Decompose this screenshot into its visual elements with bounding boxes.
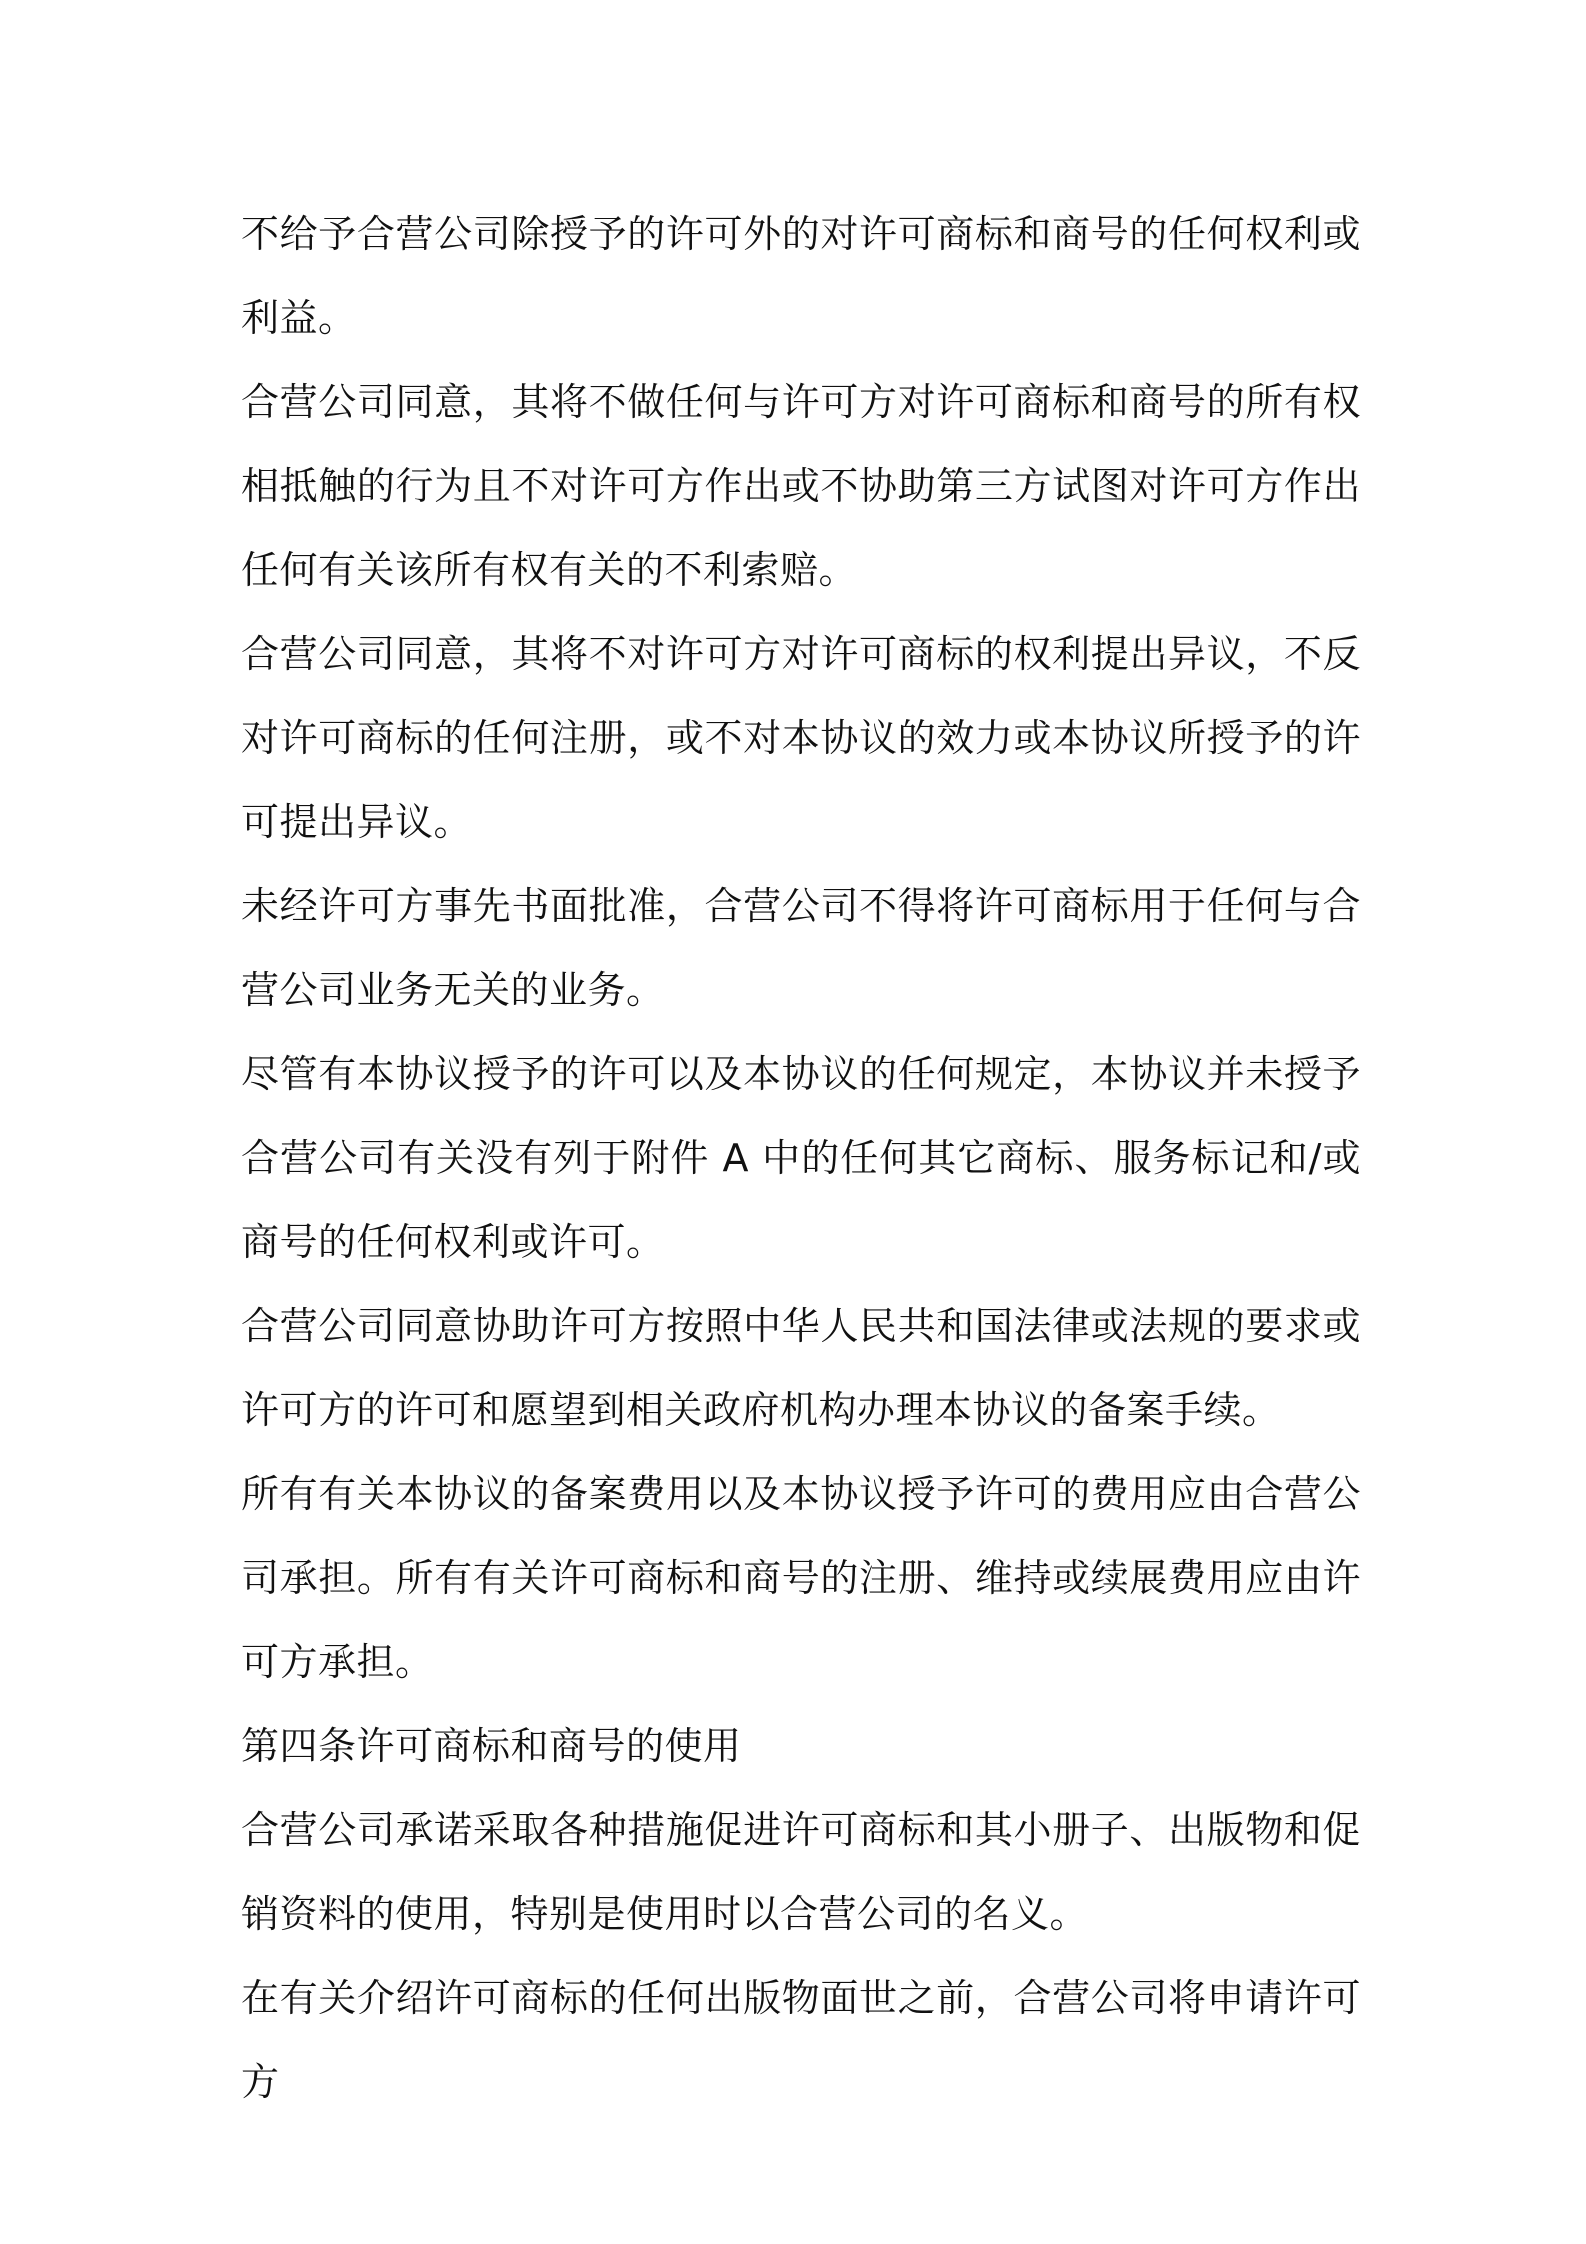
paragraph-publication-approval: 在有关介绍许可商标的任何出版物面世之前，合营公司将申请许可方 [241, 1976, 1361, 2104]
paragraph-ownership-consent: 合营公司同意，其将不做任何与许可方对许可商标和商号的所有权相抵触的行为且不对许可方作出或不协助第三方试图对许可方作出任何有关该所有权有关的不利索赔。 [241, 380, 1361, 592]
paragraph-filing-assistance: 合营公司同意协助许可方按照中华人民共和国法律或法规的要求或许可方的许可和愿望到相关政府机构办理本协议的备案手续。 [241, 1304, 1361, 1432]
paragraph-no-objection: 合营公司同意，其将不对许可方对许可商标的权利提出异议，不反对许可商标的任何注册，或不对本协议的效力或本协议所授予的许可提出异议。 [241, 632, 1361, 844]
paragraph-no-other-rights: 尽管有本协议授予的许可以及本协议的任何规定，本协议并未授予合营公司有关没有列于附件 A 中的任何其它商标、服务标记和/或商号的任何权利或许可。 [241, 1052, 1361, 1264]
paragraph-promotion: 合营公司承诺采取各种措施促进许可商标和其小册子、出版物和促销资料的使用，特别是使用时以合营公司的名义。 [241, 1808, 1361, 1936]
paragraph-grant-scope: 不给予合营公司除授予的许可外的对许可商标和商号的任何权利或利益。 [241, 212, 1361, 340]
section-heading-article-4: 第四条许可商标和商号的使用 [241, 1724, 742, 1768]
paragraph-fees: 所有有关本协议的备案费用以及本协议授予许可的费用应由合营公司承担。所有有关许可商标和商号的注册、维持或续展费用应由许可方承担。 [241, 1472, 1361, 1684]
paragraph-business-restriction: 未经许可方事先书面批准，合营公司不得将许可商标用于任何与合营公司业务无关的业务。 [241, 884, 1361, 1012]
document-body [241, 192, 1361, 2124]
